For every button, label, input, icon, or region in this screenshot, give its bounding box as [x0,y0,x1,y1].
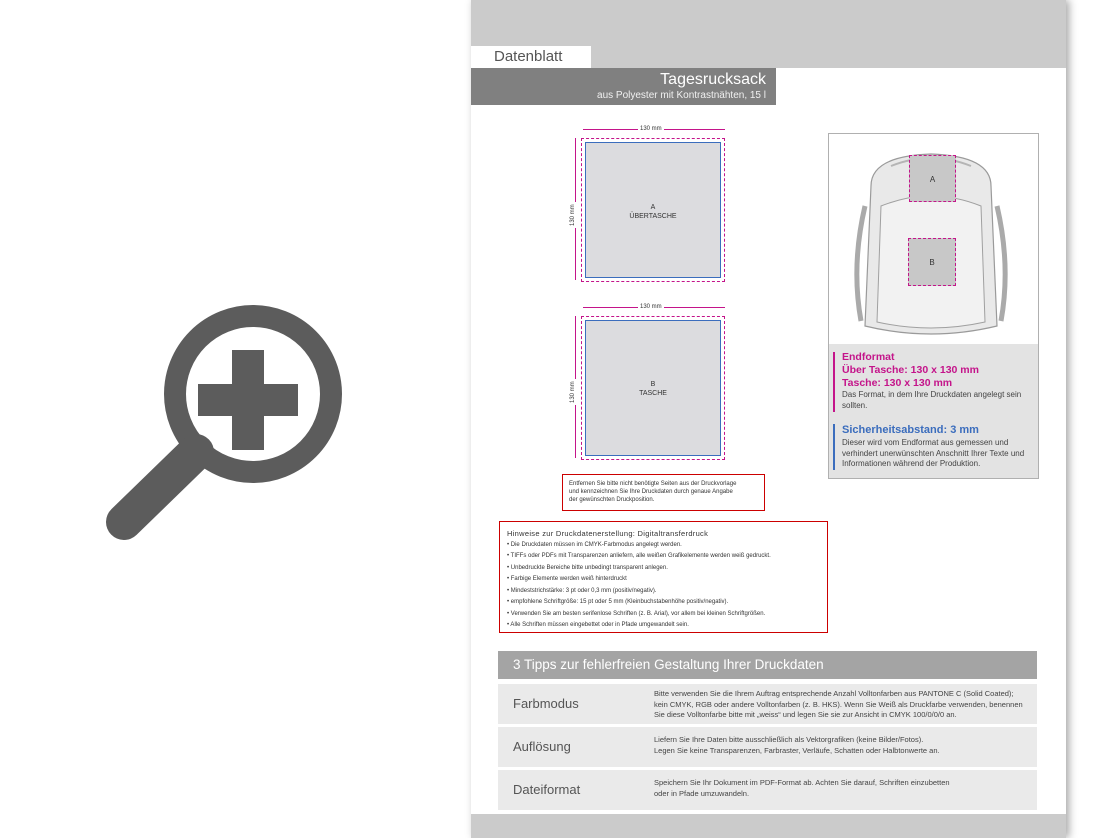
area-b-height: 130 mm [570,381,576,403]
tip-key: Auflösung [513,739,571,754]
print-area-a [585,142,721,278]
area-a-height: 130 mm [570,204,576,226]
tip-value: Liefern Sie Ihre Daten bitte ausschließlich als Vektorgrafiken (keine Bilder/Fotos). Legen Sie keine Transparenzen, Farbraster, Verläufe, Schatten oder Halbtonwerte an. [654,735,940,755]
zoom-in-icon[interactable] [100,290,360,550]
hint-item: • Alle Schriften müssen eingebettet oder in Pfade umgewandelt sein. [507,622,689,628]
pocket-a-marker: A [909,155,956,202]
pocket-b-marker: B [908,238,956,286]
ueber-tasche-size: Über Tasche: 130 x 130 mm [842,364,979,376]
datasheet-tab: Datenblatt [471,46,591,68]
hint-item: • Farbige Elemente werden weiß hinterdruckt [507,576,627,582]
hints-heading: Hinweise zur Druckdatenerstellung: Digitaltransferdruck [507,529,709,538]
datasheet-page [471,0,1066,838]
tip-value: Bitte verwenden Sie die Ihrem Auftrag entsprechende Anzahl Volltonfarben aus PANTONE C (Solid Coated); kein CMYK, RGB oder andere Volltonfarben (z. B. HKS). Wenn Sie Weiß als Druckfarbe verwenden, benennen Sie diese Volltonfarbe bitte mit „weiss“ und legen Sie sie zur Ansicht in CMYK 100/0/0/0 an. [654,689,1023,719]
tip-value: Speichern Sie Ihr Dokument im PDF-Format ab. Achten Sie darauf, Schriften einzubetten oder in Pfade umzuwandeln. [654,778,950,798]
tip-row-aufloesung [498,727,1037,767]
footer-band [471,814,1066,838]
area-b-width: 130 mm [640,304,662,310]
product-info-box [828,133,1039,479]
header-band [471,0,1066,46]
product-title: Tagesrucksack [660,71,766,88]
tip-row-dateiformat [498,770,1037,810]
endformat-desc: Das Format, in dem Ihre Druckdaten angelegt sein sollten. [842,390,1022,410]
area-b-name: TASCHE [639,390,667,397]
area-a-letter: A [650,204,656,211]
area-a-name: ÜBERTASCHE [629,213,677,220]
hint-item: • empfohlene Schriftgröße: 15 pt oder 5 mm (Kleinbuchstabenhöhe positiv/negativ). [507,599,729,605]
area-b-letter: B [650,381,656,388]
hint-item: • Mindeststrichstärke: 3 pt oder 0,3 mm (positiv/negativ). [507,587,657,594]
tip-key: Dateiformat [513,782,581,797]
hint-item: • Unbedruckte Bereiche bitte unbedingt transparent anlegen. [507,564,668,571]
area-a-width: 130 mm [640,126,662,132]
hint-item: • TIFFs oder PDFs mit Transparenzen anliefern, alle weißen Grafikelemente werden weiß gedruckt. [507,553,771,559]
tip-key: Farbmodus [513,696,579,711]
tasche-size: Tasche: 130 x 130 mm [842,377,953,389]
hint-item: • Die Druckdaten müssen im CMYK-Farbmodus angelegt werden. [507,541,682,548]
sicherheitsabstand-label: Sicherheitsabstand: 3 mm [842,424,979,436]
print-area-b [585,320,721,456]
title-bar [471,68,776,105]
sicherheitsabstand-desc: Dieser wird vom Endformat aus gemessen und verhindert unerwünschten Anschnitt Ihrer Texte und Informationen während der Produktion. [842,438,1025,468]
tip-row-farbmodus [498,684,1037,724]
product-subtitle: aus Polyester mit Kontrastnähten, 15 l [597,90,766,101]
hint-item: • Verwenden Sie am besten serifenlose Schriften (z. B. Arial), vor allem bei kleinen Schriftgrößen. [507,610,766,617]
tips-heading: 3 Tipps zur fehlerfreien Gestaltung Ihrer Druckdaten [498,651,1037,679]
endformat-label: Endformat [842,351,895,363]
notice-box: Entfernen Sie bitte nicht benötigte Seiten aus der Druckvorlage und kennzeichnen Sie Ihre Druckdaten durch genaue Angabe der gewünschten Druckposition. [562,474,765,511]
print-hints-box [499,521,828,633]
